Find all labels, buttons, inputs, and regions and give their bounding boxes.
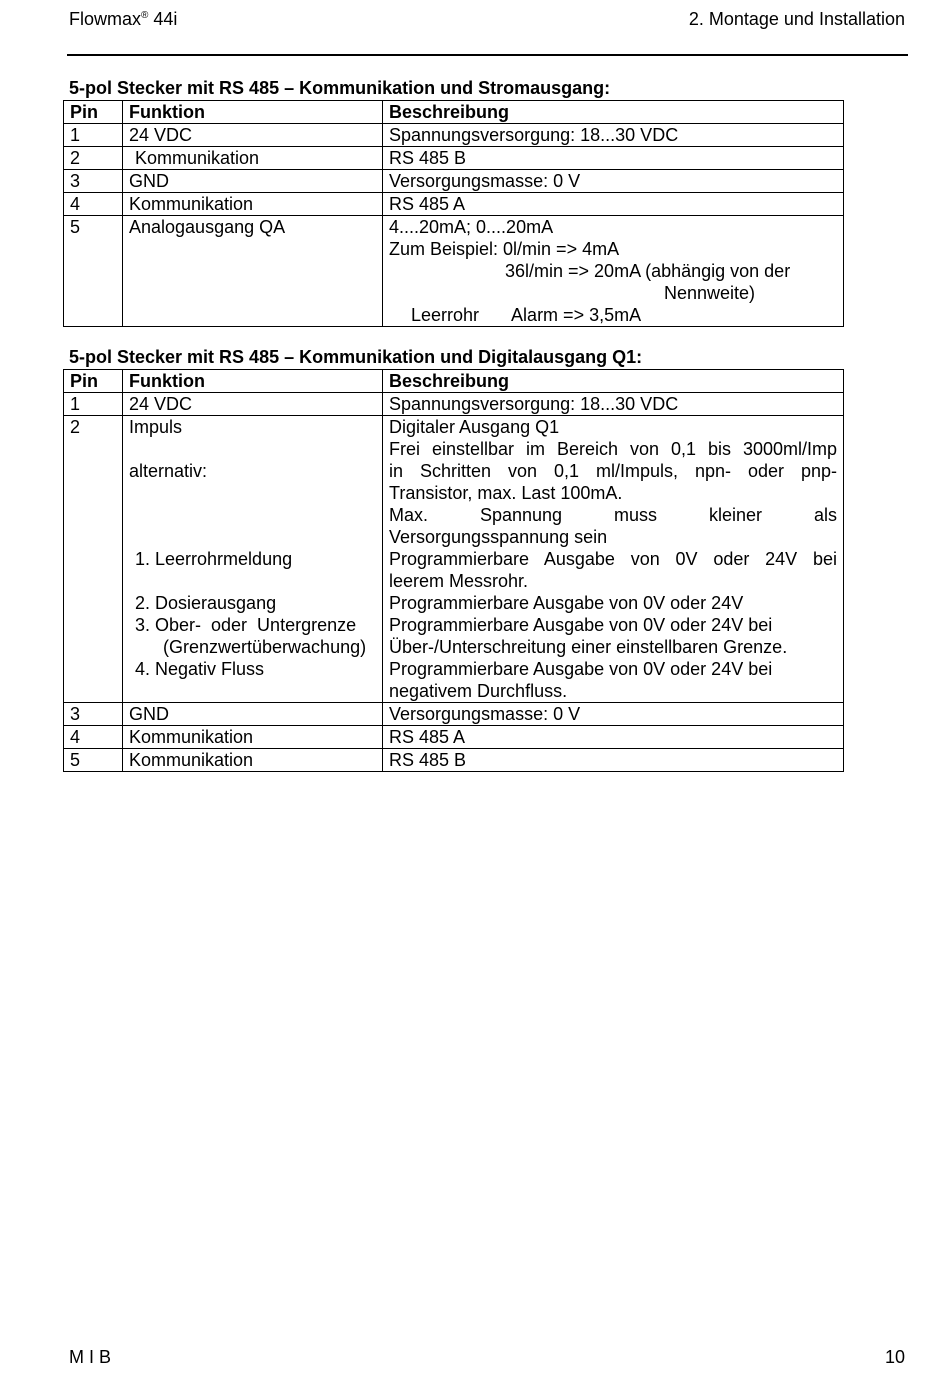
description-cell: Versorgungsmasse: 0 V — [383, 170, 844, 193]
column-header-beschreibung: Beschreibung — [383, 370, 844, 393]
description-cell: Spannungsversorgung: 18...30 VDC — [383, 124, 844, 147]
chapter-title: 2. Montage und Installation — [688, 9, 905, 29]
column-header-beschreibung: Beschreibung — [383, 101, 844, 124]
function-text: 3. Ober- oder Untergrenze — [135, 615, 357, 635]
description-line: 36l/min => 20mA (abhängig von der — [505, 261, 791, 281]
function-cell: Analogausgang QA — [123, 216, 383, 327]
description-cell: Spannungsversorgung: 18...30 VDC — [383, 393, 844, 416]
function-line: 1. Leerrohrmeldung — [135, 549, 293, 569]
pin-cell: 4 — [64, 193, 123, 216]
function-line — [129, 614, 376, 636]
pin-cell: 2 — [64, 147, 123, 170]
pin-cell: 4 — [64, 726, 123, 749]
description-line: Programmierbare Ausgabe von 0V oder 24V — [389, 593, 744, 613]
table-row — [64, 147, 844, 170]
footer-company: M I B — [69, 1347, 112, 1367]
table-row — [64, 726, 844, 749]
spacer-line — [129, 504, 376, 526]
spacer-line — [129, 482, 376, 504]
table1-title: 5-pol Stecker mit RS 485 – Kommunikation und Stromausgang: — [69, 78, 611, 98]
column-header-funktion: Funktion — [123, 101, 383, 124]
column-header-pin: Pin — [64, 101, 123, 124]
registered-mark: ® — [141, 10, 149, 21]
function-cell — [123, 147, 383, 170]
function-line: 4. Negativ Fluss — [135, 659, 265, 679]
function-cell: GND — [123, 703, 383, 726]
table-row — [64, 393, 844, 416]
function-line: 2. Dosierausgang — [135, 593, 277, 613]
pin-cell: 3 — [64, 170, 123, 193]
function-line — [129, 636, 376, 658]
empty-pipe-label: Leerrohr — [411, 305, 480, 325]
function-cell — [123, 416, 383, 703]
description-line: leerem Messrohr. — [389, 571, 529, 591]
function-cell: 24 VDC — [123, 393, 383, 416]
spacer-line — [129, 570, 376, 592]
table-row — [64, 216, 844, 327]
description-cell — [383, 416, 844, 703]
description-line — [389, 304, 837, 326]
table-row — [64, 193, 844, 216]
description-cell: RS 485 A — [383, 193, 844, 216]
alarm-value: Alarm => 3,5mA — [511, 305, 642, 325]
function-cell: Kommunikation — [123, 749, 383, 772]
table-row — [64, 749, 844, 772]
spacer-line — [129, 438, 376, 460]
description-line: 4....20mA; 0....20mA — [389, 217, 554, 237]
pin-cell: 1 — [64, 124, 123, 147]
description-cell: RS 485 B — [383, 147, 844, 170]
pin-cell: 1 — [64, 393, 123, 416]
description-cell — [383, 216, 844, 327]
description-line: Programmierbare Ausgabe von 0V oder 24V bei — [389, 615, 773, 635]
pin-cell: 3 — [64, 703, 123, 726]
description-line: Versorgungsspannung sein — [389, 527, 608, 547]
table1-pin-assignment — [63, 100, 844, 327]
description-line: Digitaler Ausgang Q1 — [389, 417, 560, 437]
table2-header-row — [64, 370, 844, 393]
description-line: Frei einstellbar im Bereich von 0,1 bis 3000ml/Imp — [389, 439, 837, 459]
function-cell: 24 VDC — [123, 124, 383, 147]
description-line: Programmierbare Ausgabe von 0V oder 24V bei — [389, 549, 837, 569]
function-cell: GND — [123, 170, 383, 193]
function-text: (Grenzwertüberwachung) — [163, 637, 367, 657]
document-header-product — [69, 9, 177, 30]
description-line: Programmierbare Ausgabe von 0V oder 24V bei — [389, 659, 773, 679]
pin-cell: 2 — [64, 416, 123, 703]
page-number: 10 — [884, 1347, 905, 1367]
function-cell: Kommunikation — [123, 726, 383, 749]
table-row — [64, 703, 844, 726]
function-line: Impuls — [129, 417, 183, 437]
product-model: 44i — [153, 9, 178, 29]
description-cell: RS 485 A — [383, 726, 844, 749]
description-line: Transistor, max. Last 100mA. — [389, 483, 623, 503]
function-line: alternativ: — [129, 461, 208, 481]
description-line: in Schritten von 0,1 ml/Impuls, npn- oder pnp- — [389, 461, 837, 481]
table2-title: 5-pol Stecker mit RS 485 – Kommunikation und Digitalausgang Q1: — [69, 347, 643, 367]
pin-cell: 5 — [64, 216, 123, 327]
table1-header-row — [64, 101, 844, 124]
header-divider — [67, 54, 908, 56]
description-line: Max. Spannung muss kleiner als — [389, 505, 837, 525]
description-line: Nennweite) — [663, 283, 755, 303]
description-cell: RS 485 B — [383, 749, 844, 772]
column-header-pin: Pin — [64, 370, 123, 393]
description-cell: Versorgungsmasse: 0 V — [383, 703, 844, 726]
table2-pin-assignment — [63, 369, 844, 772]
table-row — [64, 124, 844, 147]
column-header-funktion: Funktion — [123, 370, 383, 393]
table-row — [64, 416, 844, 703]
description-line: Über-/Unterschreitung einer einstellbaren Grenze. — [389, 637, 788, 657]
description-line: negativem Durchfluss. — [389, 681, 568, 701]
function-text: Kommunikation — [135, 148, 260, 168]
spacer-line — [129, 680, 376, 702]
description-line: Zum Beispiel: 0l/min => 4mA — [389, 239, 620, 259]
pin-cell: 5 — [64, 749, 123, 772]
spacer-line — [129, 526, 376, 548]
table-row — [64, 170, 844, 193]
function-cell: Kommunikation — [123, 193, 383, 216]
product-name: Flowmax — [69, 9, 142, 29]
